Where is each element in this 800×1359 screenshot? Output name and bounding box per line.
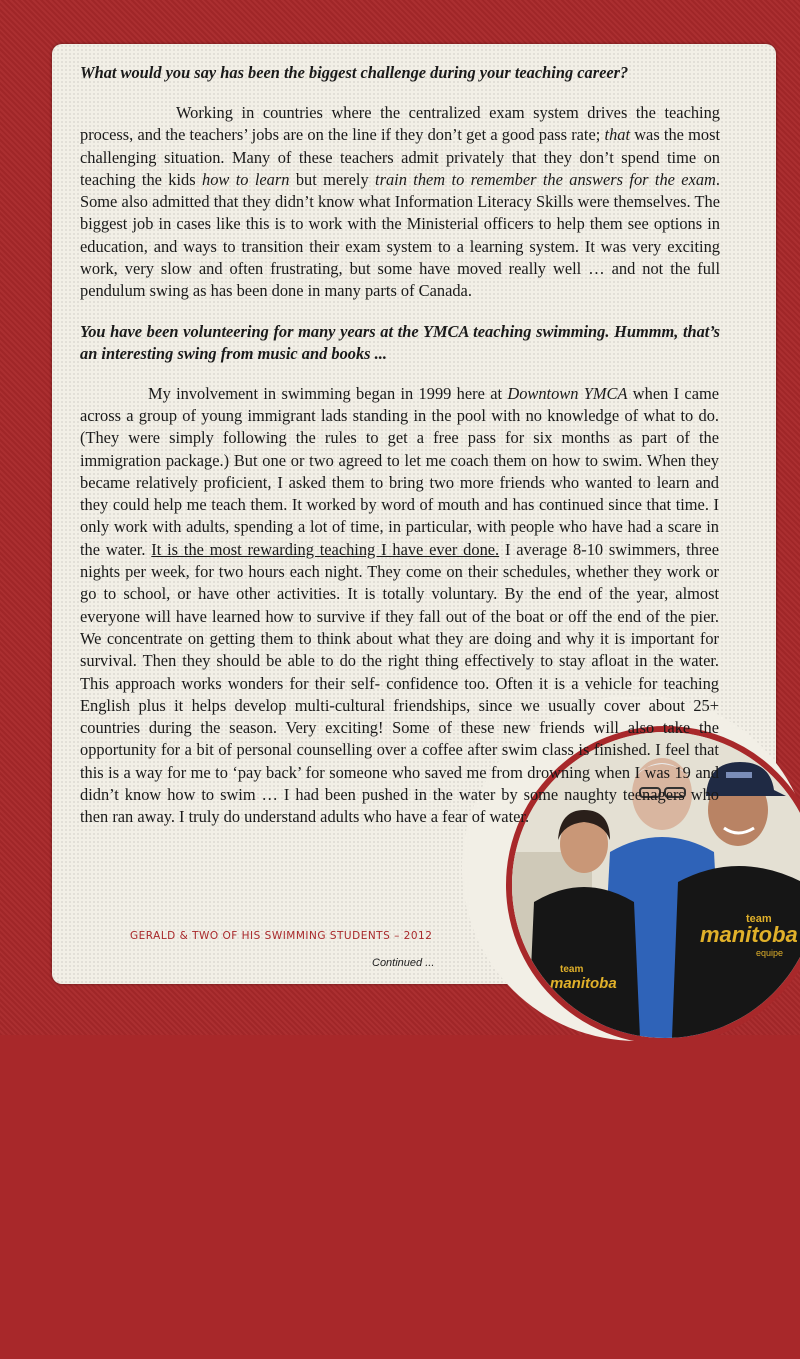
man-shirt-manitoba-text: manitoba bbox=[700, 922, 798, 947]
man-shirt-equipe-text: equipe bbox=[756, 948, 784, 958]
man-shirt-team-text: team bbox=[746, 913, 772, 925]
woman-shirt-team-text: team bbox=[560, 964, 584, 975]
answer-2: My involvement in swimming began in 1999 here at Downtown YMCA when I came across a group of young immigrant lads standing in the pool with no knowledge of what to do. (They were simply following the rules to get a free pass for six months as part of the immigration package.) But one or two agreed to let me coach them on how to swim. When they became relatively proficient, I asked them to bring two more friends who wanted to learn and they could help me teach them. It worked by word of mouth and has continued since that time. I only work with adults, spending a lot of time, in particular, with people who have had a scare in the water. It is the most rewarding teaching I have ever done. I average 8-10 swimmers, three nights per week, for two hours each night. They come on their schedules, whether they work or go to school, or have other activities. It is totally voluntary. By the end of the year, almost everyone will have learned how to survive if they fall out of the boat or off the end of the pier. We concentrate on getting them to think about what they are doing and why it is important for survival. Then they should be able to do the right thing effectively to stay afloat in the water. This approach works wonders for their self- confidence too. Often it is a vehicle for teaching English plus it helps develop multi-cultural friendships, since we usually cover about 25+ countries during the season. Very exciting! Some of these new friends will also take the opportunity for a bit of personal counselling over a coffee after swim class is finished. I feel that this is a way for me to ‘pay back’ for someone who saved me from drowning when I was 19 and didn’t know how to swim … I had been pushed in the water by some naughty teenagers who then ran away. I truly do understand adults who have a fear of water. bbox=[80, 383, 720, 827]
question-2: You have been volunteering for many years at the YMCA teaching swimming. Hummm, that’s an interesting swing from music and books ... bbox=[80, 321, 720, 363]
photo-caption: GERALD & TWO OF HIS SWIMMING STUDENTS – 2012 bbox=[130, 930, 433, 942]
answer-1: Working in countries where the centralized exam system drives the teaching process, and the teachers’ jobs are on the line if they don’t get a good pass rate; that was the most challenging situation. Many of these teachers admit privately that they don’t spend time on teaching the kids how to learn but merely train them to remember the answers for the exam. Some also admitted that they didn’t know what Information Literacy Skills were themselves. The biggest job in cases like this is to work with the Ministerial officers to help them see options in education, and ways to transition their exam system to a learning system. It was very exciting work, very slow and often frustrating, but some have moved really well … and not the full pendulum swing as has been done in many parts of Canada. bbox=[80, 103, 721, 301]
question-1: What would you say has been the biggest challenge during your teaching career? bbox=[80, 63, 629, 82]
woman-shirt-manitoba-text: manitoba bbox=[550, 975, 617, 992]
continued-note: Continued ... bbox=[372, 957, 435, 969]
article-body bbox=[80, 62, 720, 1359]
